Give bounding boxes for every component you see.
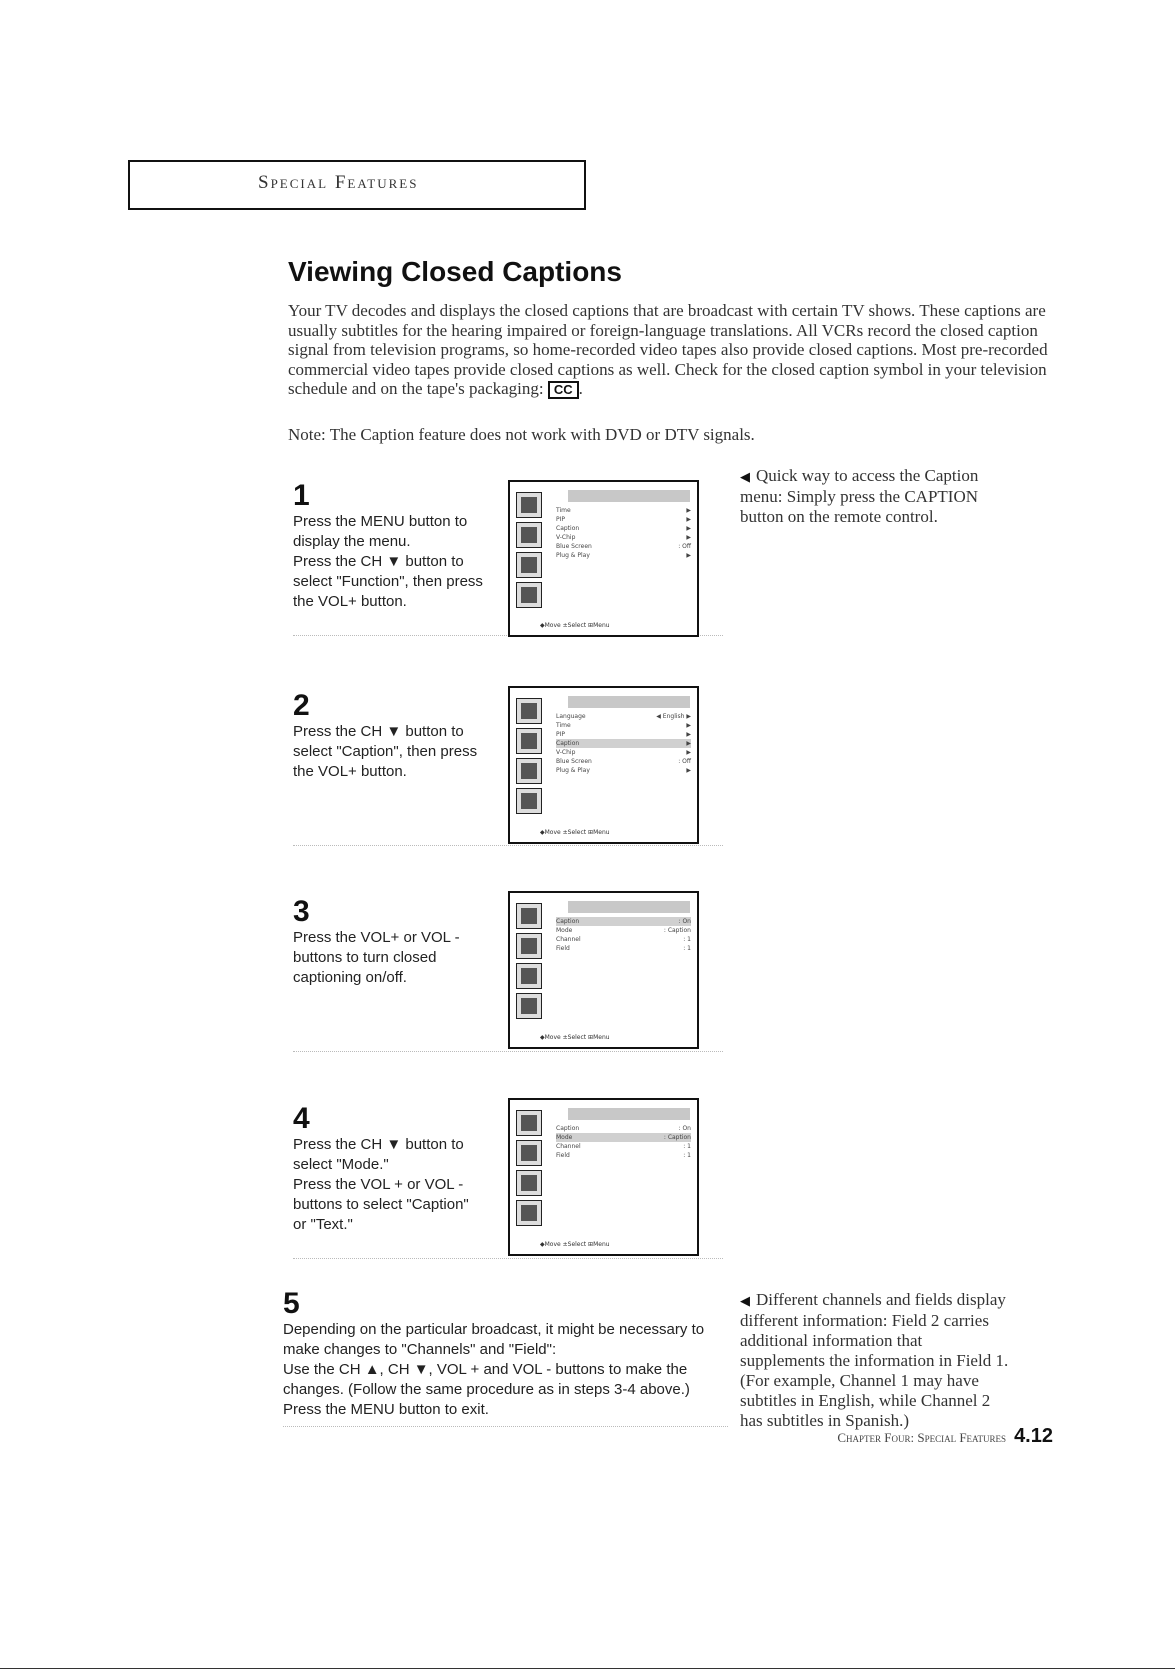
page-title: Viewing Closed Captions xyxy=(288,256,622,287)
step-text: Depending on the particular broadcast, it might be necessary to make changes to "Channels" and "Field": Use the CH ▲, CH ▼, VOL + and VOL - buttons to make the changes. (Follow the same procedure as in steps 3-4 above.) Press the MENU button to exit. xyxy=(283,1321,705,1418)
menu-row: Blue Screen : Off xyxy=(556,758,691,765)
menu-row: Time ▶ xyxy=(556,507,691,514)
menu-screen-2 xyxy=(508,686,699,844)
menu-rows xyxy=(556,712,691,775)
section-header: Special Features xyxy=(258,172,419,193)
menu-row: V-Chip ▶ xyxy=(556,534,691,541)
tip-text: Quick way to access the Caption menu: Simply press the CAPTION button on the remote control. xyxy=(740,466,979,526)
menu-screen-1 xyxy=(508,480,699,637)
menu-screen-3 xyxy=(508,891,699,1049)
step-text: Press the CH ▼ button to select "Caption", then press the VOL+ button. xyxy=(293,723,478,780)
menu-row: Language ◀ English ▶ xyxy=(556,713,691,720)
step-text: Press the MENU button to display the menu. Press the CH ▼ button to select "Function", then press the VOL+ button. xyxy=(293,513,483,610)
tip-quick-access xyxy=(740,466,1010,527)
intro-text: Your TV decodes and displays the closed captions that are broadcast with certain TV shows. These captions are usually subtitles for the hearing impaired or foreign-language translations. All VCRs record the closed caption signal from television programs, so home-recorded video tapes also provide closed captions. Most pre-recorded commercial video tapes provide closed captions as well. Check for the closed caption symbol in your television schedule and on the tape's packaging: xyxy=(288,301,1048,398)
channel-icon xyxy=(516,552,542,578)
sound-icon xyxy=(516,522,542,548)
picture-icon xyxy=(516,903,542,929)
step-5 xyxy=(283,1288,728,1427)
menu-row: Caption ▶ xyxy=(556,525,691,532)
step-number: 2 xyxy=(293,689,310,722)
page-number: 4.12 xyxy=(1014,1425,1053,1447)
menu-row: V-Chip ▶ xyxy=(556,749,691,756)
menu-rows xyxy=(556,917,691,953)
intro-paragraph: Your TV decodes and displays the closed captions that are broadcast with certain TV shows. These captions are usually subtitles for the hearing impaired or foreign-language translations. All VCRs record the closed caption signal from television programs, so home-recorded video tapes also provide closed captions. Most pre-recorded commercial video tapes provide closed captions as well. Check for the closed caption symbol in your television schedule and on the tape's packaging: CC . xyxy=(288,301,1048,398)
tip-channels-fields xyxy=(740,1290,1010,1431)
menu-row-selected: Caption ▶ xyxy=(556,740,691,747)
tip-text: Different channels and fields display different information: Field 2 carries additional information that supplements the information in Field 1. (For example, Channel 1 may have subtitles in English, while Channel 2 has subtitles in Spanish.) xyxy=(740,1290,1009,1430)
function-icon xyxy=(516,1200,542,1226)
step-number: 1 xyxy=(293,479,310,512)
menu-row: Plug & Play ▶ xyxy=(556,552,691,559)
sound-icon xyxy=(516,1140,542,1166)
menu-row: Plug & Play ▶ xyxy=(556,767,691,774)
step-number: 4 xyxy=(293,1102,310,1135)
step-number: 3 xyxy=(293,895,310,928)
menu-title-bar xyxy=(568,901,690,913)
menu-footer: ◆Move ±Select ⊞Menu xyxy=(540,1241,610,1248)
menu-footer: ◆Move ±Select ⊞Menu xyxy=(540,622,610,629)
menu-row-selected: Mode : Caption xyxy=(556,1134,691,1141)
cc-symbol: CC xyxy=(548,381,579,399)
sound-icon xyxy=(516,933,542,959)
sound-icon xyxy=(516,728,542,754)
picture-icon xyxy=(516,492,542,518)
step-text: Press the CH ▼ button to select "Mode." Press the VOL + or VOL - buttons to select "Caption" or "Text." xyxy=(293,1136,469,1233)
menu-row: Channel : 1 xyxy=(556,1143,691,1150)
menu-footer: ◆Move ±Select ⊞Menu xyxy=(540,1034,610,1041)
step-text: Press the VOL+ or VOL - buttons to turn closed captioning on/off. xyxy=(293,929,460,986)
channel-icon xyxy=(516,758,542,784)
menu-row: Channel : 1 xyxy=(556,936,691,943)
channel-icon xyxy=(516,963,542,989)
bottom-rule xyxy=(0,1668,1175,1669)
function-icon xyxy=(516,788,542,814)
menu-title-bar xyxy=(568,696,690,708)
menu-row: Time ▶ xyxy=(556,722,691,729)
menu-row: Blue Screen : Off xyxy=(556,543,691,550)
menu-icons xyxy=(516,492,542,612)
menu-rows xyxy=(556,1124,691,1160)
note-text: Note: The Caption feature does not work with DVD or DTV signals. xyxy=(288,425,755,444)
menu-row: Caption : On xyxy=(556,1125,691,1132)
menu-footer: ◆Move ±Select ⊞Menu xyxy=(540,829,610,836)
footer-chapter: Chapter Four: Special Features xyxy=(837,1430,1007,1445)
picture-icon xyxy=(516,1110,542,1136)
menu-title-bar xyxy=(568,490,690,502)
menu-title-bar xyxy=(568,1108,690,1120)
channel-icon xyxy=(516,1170,542,1196)
menu-rows xyxy=(556,506,691,560)
menu-row: PIP ▶ xyxy=(556,731,691,738)
menu-row: Mode : Caption xyxy=(556,927,691,934)
step-number: 5 xyxy=(283,1287,300,1320)
menu-row: Field : 1 xyxy=(556,945,691,952)
function-icon xyxy=(516,993,542,1019)
arrow-left-icon: ◀ xyxy=(740,469,750,484)
function-icon xyxy=(516,582,542,608)
menu-row-selected: Caption : On xyxy=(556,918,691,925)
menu-row: Field : 1 xyxy=(556,1152,691,1159)
page-footer xyxy=(837,1425,1053,1448)
menu-icons xyxy=(516,903,542,1023)
arrow-left-icon: ◀ xyxy=(740,1293,750,1308)
menu-row: PIP ▶ xyxy=(556,516,691,523)
picture-icon xyxy=(516,698,542,724)
menu-icons xyxy=(516,698,542,818)
menu-icons xyxy=(516,1110,542,1230)
menu-screen-4 xyxy=(508,1098,699,1256)
